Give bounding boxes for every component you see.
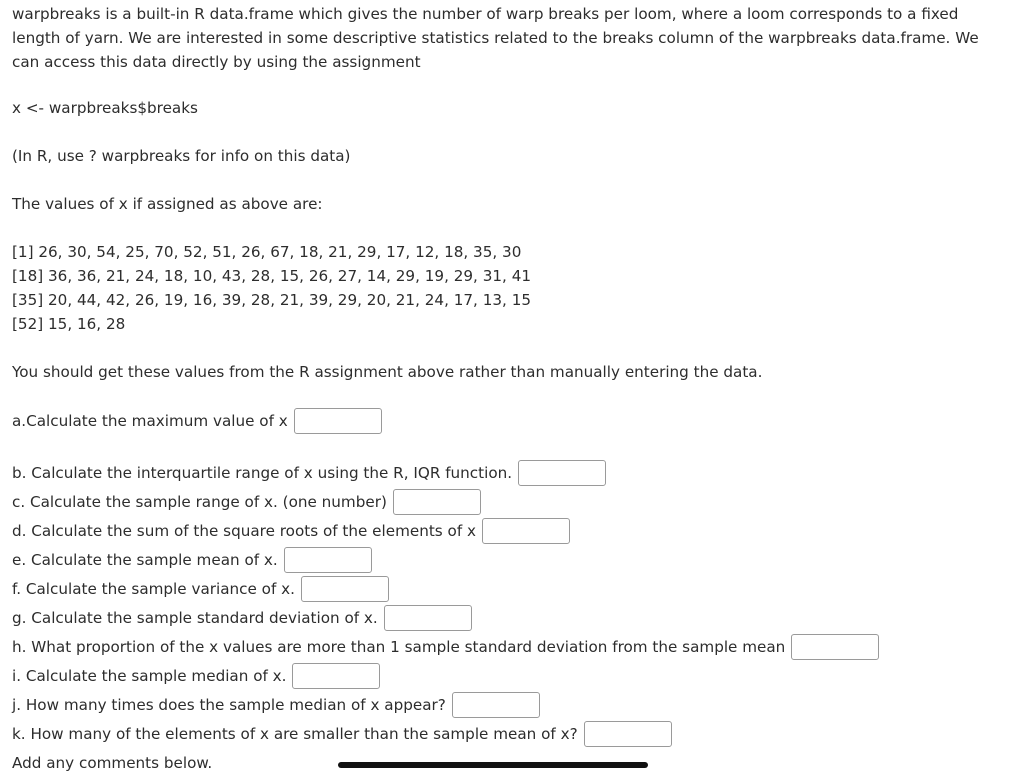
comments-label: Add any comments below. [12, 753, 213, 772]
question-f [12, 574, 879, 603]
question-g [12, 603, 879, 632]
question-a-text: a.Calculate the maximum value of x [12, 411, 288, 430]
values-listing [12, 240, 531, 336]
question-j [12, 690, 879, 719]
question-d-text: d. Calculate the sum of the square roots of the elements of x [12, 521, 476, 540]
answer-e-input[interactable] [284, 547, 372, 573]
values-row-2: [18] 36, 36, 21, 24, 18, 10, 43, 28, 15, 26, 27, 14, 29, 19, 29, 31, 41 [12, 267, 532, 285]
answer-k-input[interactable] [584, 721, 672, 747]
answer-g-input[interactable] [384, 605, 472, 631]
question-a [12, 406, 382, 435]
question-d [12, 516, 879, 545]
question-j-text: j. How many times does the sample median of x appear? [12, 695, 446, 714]
question-h [12, 632, 879, 661]
question-k-text: k. How many of the elements of x are smaller than the sample mean of x? [12, 724, 578, 743]
question-h-text: h. What proportion of the x values are more than 1 sample standard deviation from the sample mean [12, 637, 786, 656]
help-note: (In R, use ? warpbreaks for info on this data) [12, 147, 351, 165]
answer-a-input[interactable] [294, 408, 382, 434]
values-intro: The values of x if assigned as above are: [12, 195, 323, 213]
answer-b-input[interactable] [518, 460, 606, 486]
answer-j-input[interactable] [452, 692, 540, 718]
question-page [12, 0, 1016, 772]
question-i [12, 661, 879, 690]
intro-line-1: warpbreaks is a built-in R data.frame which gives the number of warp breaks per loom, where a loom corresponds to a fixed [12, 5, 959, 23]
answer-i-input[interactable] [292, 663, 380, 689]
answer-d-input[interactable] [482, 518, 570, 544]
question-i-text: i. Calculate the sample median of x. [12, 666, 287, 685]
question-f-text: f. Calculate the sample variance of x. [12, 579, 295, 598]
answer-c-input[interactable] [393, 489, 481, 515]
values-row-4: [52] 15, 16, 28 [12, 315, 126, 333]
question-e [12, 545, 879, 574]
question-c-text: c. Calculate the sample range of x. (one number) [12, 492, 387, 511]
horizontal-scrollbar[interactable] [338, 762, 648, 768]
intro-paragraph [12, 0, 1016, 74]
question-c [12, 487, 879, 516]
question-e-text: e. Calculate the sample mean of x. [12, 550, 278, 569]
answer-h-input[interactable] [791, 634, 879, 660]
question-g-text: g. Calculate the sample standard deviation of x. [12, 608, 378, 627]
values-row-3: [35] 20, 44, 42, 26, 19, 16, 39, 28, 21, 39, 29, 20, 21, 24, 17, 13, 15 [12, 291, 532, 309]
intro-line-3: can access this data directly by using the assignment [12, 53, 421, 71]
values-row-1: [1] 26, 30, 54, 25, 70, 52, 51, 26, 67, 18, 21, 29, 17, 12, 18, 35, 30 [12, 243, 522, 261]
intro-line-2: length of yarn. We are interested in some descriptive statistics related to the breaks column of the warpbreaks data.frame. We [12, 29, 979, 47]
question-list [12, 458, 879, 777]
question-b [12, 458, 879, 487]
question-b-text: b. Calculate the interquartile range of x using the R, IQR function. [12, 463, 513, 482]
answer-f-input[interactable] [301, 576, 389, 602]
assignment-code: x <- warpbreaks$breaks [12, 99, 198, 117]
instruction-note: You should get these values from the R assignment above rather than manually entering the data. [12, 363, 763, 381]
question-k [12, 719, 879, 748]
